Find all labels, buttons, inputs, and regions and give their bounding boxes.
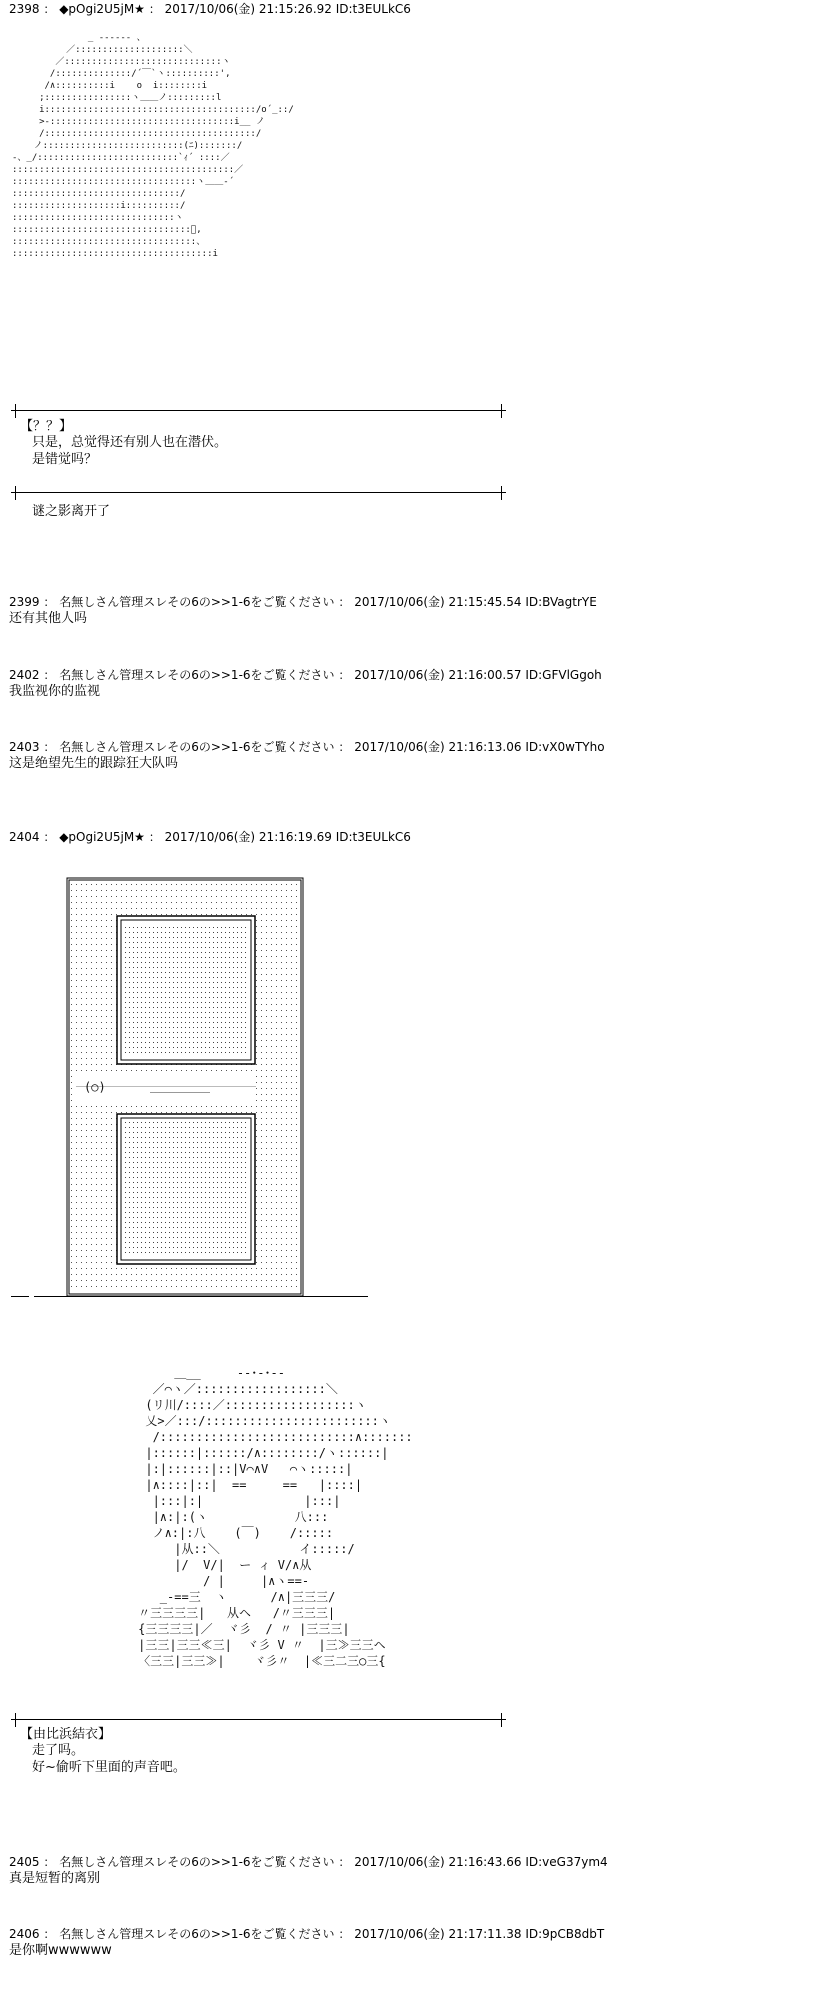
poster-name: 名無しさん管理スレその6の>>1-6をご覧ください bbox=[59, 1855, 335, 1869]
post-number[interactable]: 2403 bbox=[9, 740, 40, 754]
post-date: 2017/10/06(金) 21:17:11.38 bbox=[354, 1927, 522, 1941]
post-number[interactable]: 2404 bbox=[9, 830, 40, 844]
dialog-divider bbox=[11, 1713, 506, 1727]
post-header-2404: 2404 ： ◆pOgi2U5jM★ ： 2017/10/06(金) 21:16:19.69 ID:t3EULkC6 bbox=[9, 830, 411, 844]
poster-name: ◆pOgi2U5jM★ bbox=[59, 2, 145, 16]
post-body: 是你啊wwwwww bbox=[9, 1943, 112, 1958]
post-number[interactable]: 2406 bbox=[9, 1927, 40, 1941]
shadow-ascii-art: _ ‐‐‐‐‐‐ 、 ／::::::::::::::::::::＼ ／:::::::::::::::::::::::::::::ヽ /::::::::::::::/´￣`ヽ::::::::::', /∧::::::::::i o i::::::::i ;::::::::::::::::ヽ＿＿ノ:::::::::l i:::::::::::::::::::::::::::::::::::::::/o´_::/ >‐::::::::::::::::::::::::::::::::::i__ ノ /:::::::::::::::::::::::::::::::::::::::/ ノ::::::::::::::::::::::::::(ﾆ):::::::/ ‐、_/::::::::::::::::::::::::::`ｨ´ ::::／ :::::::::::::::::::::::::::::::::::::::::／ ::::::::::::::::::::::::::::::::::ヽ＿＿‐´ :::::::::::::::::::::::::::::::/ ::::::::::::::::::::i::::::::::/ ::::::::::::::::::::::::::::::ヽ :::::::::::::::::::::::::::::::::ﾞ, ::::::::::::::::::::::::::::::::::、 :::::::::::::::::::::::::::::::::::::i bbox=[12, 33, 294, 259]
poster-name: 名無しさん管理スレその6の>>1-6をご覧ください bbox=[59, 668, 335, 682]
post-header-2399: 2399 ： 名無しさん管理スレその6の>>1-6をご覧ください ： 2017/10/06(金) 21:15:45.54 ID:BVagtrYE bbox=[9, 595, 597, 609]
post-number[interactable]: 2399 bbox=[9, 595, 40, 609]
post-number[interactable]: 2402 bbox=[9, 668, 40, 682]
dialog-divider bbox=[11, 404, 506, 418]
poster-id[interactable]: ID:BVagtrYE bbox=[525, 595, 597, 609]
post-header-2402: 2402 ： 名無しさん管理スレその6の>>1-6をご覧ください ： 2017/10/06(金) 21:16:00.57 ID:GFVlGgoh bbox=[9, 668, 602, 682]
poster-name: 名無しさん管理スレその6の>>1-6をご覧ください bbox=[59, 595, 335, 609]
post-date: 2017/10/06(金) 21:16:19.69 bbox=[164, 830, 332, 844]
dialog-line: 是错觉吗？ bbox=[32, 452, 98, 467]
dialog-speaker: 【？？】 bbox=[20, 419, 73, 434]
post-body: 真是短暂的离别 bbox=[9, 1871, 101, 1886]
poster-id[interactable]: ID:GFVlGgoh bbox=[525, 668, 602, 682]
poster-id[interactable]: ID:vX0wTYho bbox=[525, 740, 605, 754]
post-date: 2017/10/06(金) 21:16:13.06 bbox=[354, 740, 522, 754]
door-ascii-art bbox=[0, 870, 400, 1310]
post-date: 2017/10/06(金) 21:16:43.66 bbox=[354, 1855, 522, 1869]
post-body: 我监视你的监视 bbox=[9, 684, 101, 699]
dialog-line: 走了吗。 bbox=[32, 1743, 85, 1758]
post-date: 2017/10/06(金) 21:16:00.57 bbox=[354, 668, 522, 682]
post-number[interactable]: 2398 bbox=[9, 2, 40, 16]
narration-text: 谜之影离开了 bbox=[32, 504, 111, 519]
floor-line-left bbox=[11, 1296, 29, 1297]
poster-name: ◆pOgi2U5jM★ bbox=[59, 830, 145, 844]
post-header-2403: 2403 ： 名無しさん管理スレその6の>>1-6をご覧ください ： 2017/10/06(金) 21:16:13.06 ID:vX0wTYho bbox=[9, 740, 605, 754]
poster-name: 名無しさん管理スレその6の>>1-6をご覧ください bbox=[59, 740, 335, 754]
poster-id[interactable]: ID:t3EULkC6 bbox=[335, 2, 411, 16]
post-header-2398: 2398 ： ◆pOgi2U5jM★ ： 2017/10/06(金) 21:15:26.92 ID:t3EULkC6 bbox=[9, 2, 411, 16]
post-date: 2017/10/06(金) 21:15:45.54 bbox=[354, 595, 522, 609]
post-header-2406: 2406 ： 名無しさん管理スレその6の>>1-6をご覧ください ： 2017/10/06(金) 21:17:11.38 ID:9pCB8dbT bbox=[9, 1927, 605, 1941]
post-number[interactable]: 2405 bbox=[9, 1855, 40, 1869]
door-knob: (○) bbox=[84, 1080, 106, 1094]
dialog-speaker: 【由比浜結衣】 bbox=[20, 1727, 112, 1742]
post-body: 还有其他人吗 bbox=[9, 611, 88, 626]
dialog-line: 好~偷听下里面的声音吧。 bbox=[32, 1760, 186, 1775]
poster-name: 名無しさん管理スレその6の>>1-6をご覧ください bbox=[59, 1927, 335, 1941]
post-date: 2017/10/06(金) 21:15:26.92 bbox=[164, 2, 332, 16]
floor-line bbox=[34, 1296, 368, 1297]
post-header-2405: 2405 ： 名無しさん管理スレその6の>>1-6をご覧ください ： 2017/10/06(金) 21:16:43.66 ID:veG37ym4 bbox=[9, 1855, 608, 1869]
narration-divider bbox=[11, 486, 506, 500]
poster-id[interactable]: ID:veG37ym4 bbox=[525, 1855, 608, 1869]
dialog-line: 只是，总觉得还有别人也在潜伏。 bbox=[32, 435, 228, 450]
poster-id[interactable]: ID:t3EULkC6 bbox=[335, 830, 411, 844]
poster-id[interactable]: ID:9pCB8dbT bbox=[525, 1927, 605, 1941]
post-body: 这是绝望先生的跟踪狂大队吗 bbox=[9, 756, 179, 771]
girl-ascii-art: ＿__ ‐‐･‐･‐- ／⌒ヽ／::::::::::::::::::＼ (リ川/::::／::::::::::::::::::ヽ 乂>／:::/::::::::::::::::::::::::ヽ /:::::::::::::::::::::::::::∧::::::: |::::::|::::::/∧::::::::/ヽ::::::| |:|::::::|::|V⌒∧V ⌒ヽ:::::| |∧::::|::| == == |::::| |:::|:| |:::| |∧:|:(ヽ 八::: ノ∧:|:八 (￣) /::::: |从::＼ イ:::::/ |/ V/| ー ィ V/∧从 / | |∧ヽ==‐ _‐==三 ヽ /∧|三三三/ 〃三三三三| 从ヘ /〃三三三| {三三三三|／ ヾ彡 / 〃 |三三三| |三三|三三≪三| ヾ彡 V 〃 |三≫三三ヘ 〈三三|三三≫| ヾ彡〃 |≪三二三○三{ bbox=[138, 1366, 413, 1668]
